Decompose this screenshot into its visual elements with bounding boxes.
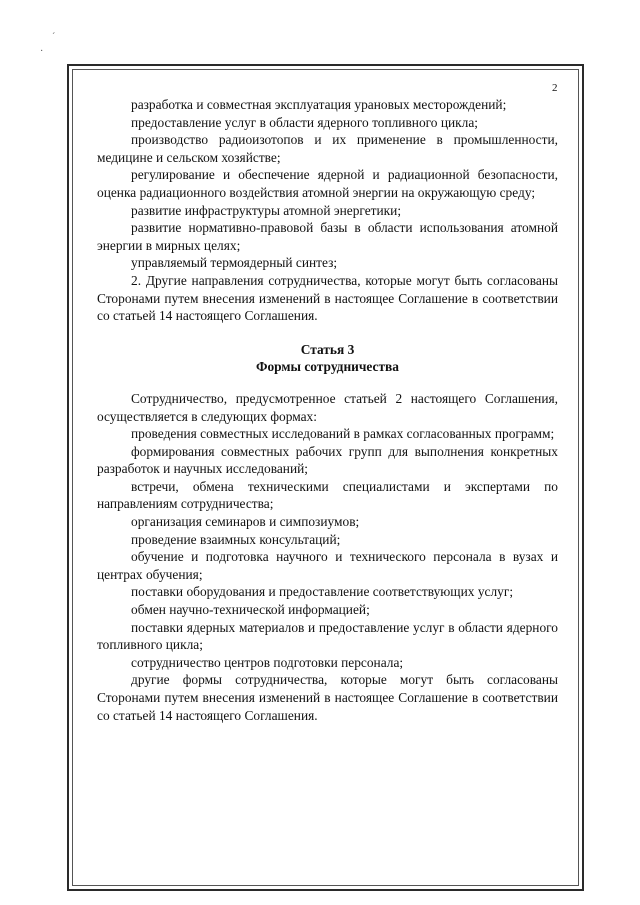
list-item: предоставление услуг в области ядерного топливного цикла; bbox=[131, 114, 479, 130]
list-item: развитие инфраструктуры атомной энергетики; bbox=[131, 202, 402, 218]
list-item: обмен научно-технической информацией; bbox=[131, 602, 370, 618]
scan-speck: · bbox=[40, 46, 44, 57]
scan-speck: ´ bbox=[52, 32, 56, 43]
list-item: формирования совместных рабочих групп для выполнения конкретных разработок и научных исследований; bbox=[97, 443, 558, 477]
document-body bbox=[97, 96, 558, 724]
list-item: организация семинаров и симпозиумов; bbox=[131, 514, 360, 530]
list-item: разработка и совместная эксплуатация урановых месторождений; bbox=[131, 97, 507, 112]
list-item: производство радиоизотопов и их применение в промышленности, медицине и сельском хозяйстве; bbox=[97, 132, 558, 165]
list-item: встречи, обмена техническими специалистами и экспертами по направлениям сотрудничества; bbox=[97, 478, 558, 512]
article-title: Статья 3 bbox=[300, 341, 355, 357]
page-number: 2 bbox=[552, 82, 558, 94]
list-item: другие формы сотрудничества, которые могут быть согласованы Сторонами путем внесения изменений в настоящее Соглашение в соответствии со статьей 14 настоящего Соглашения. bbox=[97, 672, 558, 723]
article-subtitle: Формы сотрудничества bbox=[255, 359, 399, 375]
list-item: поставки оборудования и предоставление соответствующих услуг; bbox=[131, 584, 514, 600]
article-intro: Сотрудничество, предусмотренное статьей 2 настоящего Соглашения, осуществляется в следующих формах: bbox=[97, 390, 558, 424]
list-item: управляемый термоядерный синтез; bbox=[131, 255, 338, 271]
list-item: сотрудничество центров подготовки персонала; bbox=[131, 654, 404, 670]
list-item: развитие нормативно-правовой базы в области использования атомной энергии в мирных целях; bbox=[97, 220, 558, 253]
list-item: проведение взаимных консультаций; bbox=[131, 531, 341, 547]
list-item: обучение и подготовка научного и технического персонала в вузах и центрах обучения; bbox=[97, 549, 558, 582]
list-item: поставки ядерных материалов и предоставление услуг в области ядерного топливного цикла; bbox=[97, 619, 558, 653]
clause-paragraph: 2. Другие направления сотрудничества, которые могут быть согласованы Сторонами путем внесения изменений в настоящее Соглашение в соответствии со статьей 14 настоящего Соглашения. bbox=[97, 272, 558, 324]
list-item: проведения совместных исследований в рамках согласованных программ; bbox=[131, 426, 555, 442]
list-item: регулирование и обеспечение ядерной и радиационной безопасности, оценка радиационного воздействия атомной энергии на окружающую среду; bbox=[97, 167, 558, 200]
